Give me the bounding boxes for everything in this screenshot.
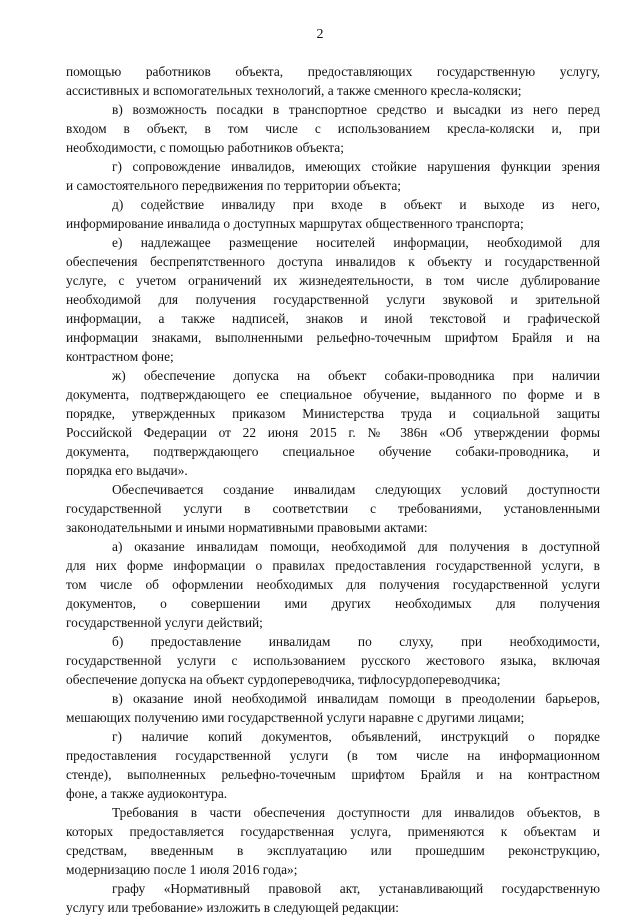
text-line: порядка его выдачи». bbox=[66, 463, 188, 478]
text-line: законодательными и иными нормативными правовыми актами: bbox=[66, 520, 428, 535]
text-line: документов, о совершении ими других необходимых для получения bbox=[66, 596, 600, 611]
text-line: д) содействие инвалиду при входе в объект и выходе из него, bbox=[112, 197, 600, 212]
text-line: Требования в части обеспечения доступности для инвалидов объектов, в bbox=[112, 805, 600, 820]
text-line: документа, подтверждающего специальное обучение собаки-проводника, и bbox=[66, 444, 600, 459]
document-body bbox=[66, 62, 600, 917]
text-line: государственной услуги в соответствии с требованиями, установленными bbox=[66, 501, 600, 516]
text-line: фоне, а также аудиоконтура. bbox=[66, 786, 228, 801]
text-line: стенде), выполненных рельефно-точечным шрифтом Брайля и на контрастном bbox=[66, 767, 600, 782]
text-line: в) возможность посадки в транспортное средство и высадки из него перед bbox=[112, 102, 600, 117]
text-line: необходимости, с помощью работников объекта; bbox=[66, 140, 344, 155]
text-line: средствам, введенным в эксплуатацию или прошедшим реконструкцию, bbox=[66, 843, 600, 858]
text-line: обеспечение допуска на объект сурдопереводчика, тифлосурдопереводчика; bbox=[66, 672, 501, 687]
text-line: государственной услуги с использованием русского жестового языка, включая bbox=[66, 653, 600, 668]
text-line: информации, а также надписей, знаков и иной текстовой и графической bbox=[66, 311, 600, 326]
text-line: услуге, с учетом ограничений их жизнедеятельности, в том числе дублирование bbox=[66, 273, 600, 288]
text-line: графу «Нормативный правовой акт, устанавливающий государственную bbox=[112, 881, 600, 896]
text-line: Российской Федерации от 22 июня 2015 г. № 386н «Об утверждении формы bbox=[66, 425, 600, 440]
text-line: необходимой для получения государственной услуги звуковой и зрительной bbox=[66, 292, 600, 307]
text-line: информирование инвалида о доступных маршрутах общественного транспорта; bbox=[66, 216, 524, 231]
text-line: обеспечения беспрепятственного доступа инвалидов к объекту и государственной bbox=[66, 254, 600, 269]
text-line: Обеспечивается создание инвалидам следующих условий доступности bbox=[112, 482, 600, 497]
text-line: входом в объект, в том числе с использованием кресла-коляски и, при bbox=[66, 121, 600, 136]
text-line: модернизацию после 1 июля 2016 года»; bbox=[66, 862, 298, 877]
text-line: для них форме информации о правилах предоставления государственной услуги, в bbox=[66, 558, 600, 573]
text-line: ж) обеспечение допуска на объект собаки-проводника при наличии bbox=[112, 368, 600, 383]
text-line: предоставления государственной услуги (в том числе на информационном bbox=[66, 748, 600, 763]
text-line: порядке, утвержденных приказом Министерства труда и социальной защиты bbox=[66, 406, 600, 421]
text-line: информации знаками, выполненными рельефно-точечным шрифтом Брайля и на bbox=[66, 330, 600, 345]
text-line: и самостоятельного передвижения по территории объекта; bbox=[66, 178, 402, 193]
text-line: в) оказание иной необходимой инвалидам помощи в преодолении барьеров, bbox=[112, 691, 600, 706]
page-number: 2 bbox=[316, 27, 324, 42]
text-line: том числе об оформлении необходимых для получения государственной услуги bbox=[66, 577, 600, 592]
text-line: ассистивных и вспомогательных технологий, а также сменного кресла-коляски; bbox=[66, 83, 522, 98]
text-line: государственной услуги действий; bbox=[66, 615, 263, 630]
text-line: г) наличие копий документов, объявлений, инструкций о порядке bbox=[112, 729, 600, 744]
text-line: б) предоставление инвалидам по слуху, при необходимости, bbox=[112, 634, 600, 649]
text-line: контрастном фоне; bbox=[66, 349, 174, 364]
text-line: мешающих получению ими государственной услуги наравне с другими лицами; bbox=[66, 710, 525, 725]
text-line: г) сопровождение инвалидов, имеющих стойкие нарушения функции зрения bbox=[112, 159, 600, 174]
text-line: которых предоставляется государственная услуга, применяются к объектам и bbox=[66, 824, 600, 839]
text-line: документа, подтверждающего ее специальное обучение, выданного по форме и в bbox=[66, 387, 600, 402]
text-line: е) надлежащее размещение носителей информации, необходимой для bbox=[112, 235, 600, 250]
text-line: помощью работников объекта, предоставляющих государственную услугу, bbox=[66, 64, 600, 79]
text-line: услугу или требование» изложить в следующей редакции: bbox=[66, 900, 399, 915]
text-line: а) оказание инвалидам помощи, необходимой для получения в доступной bbox=[112, 539, 600, 554]
